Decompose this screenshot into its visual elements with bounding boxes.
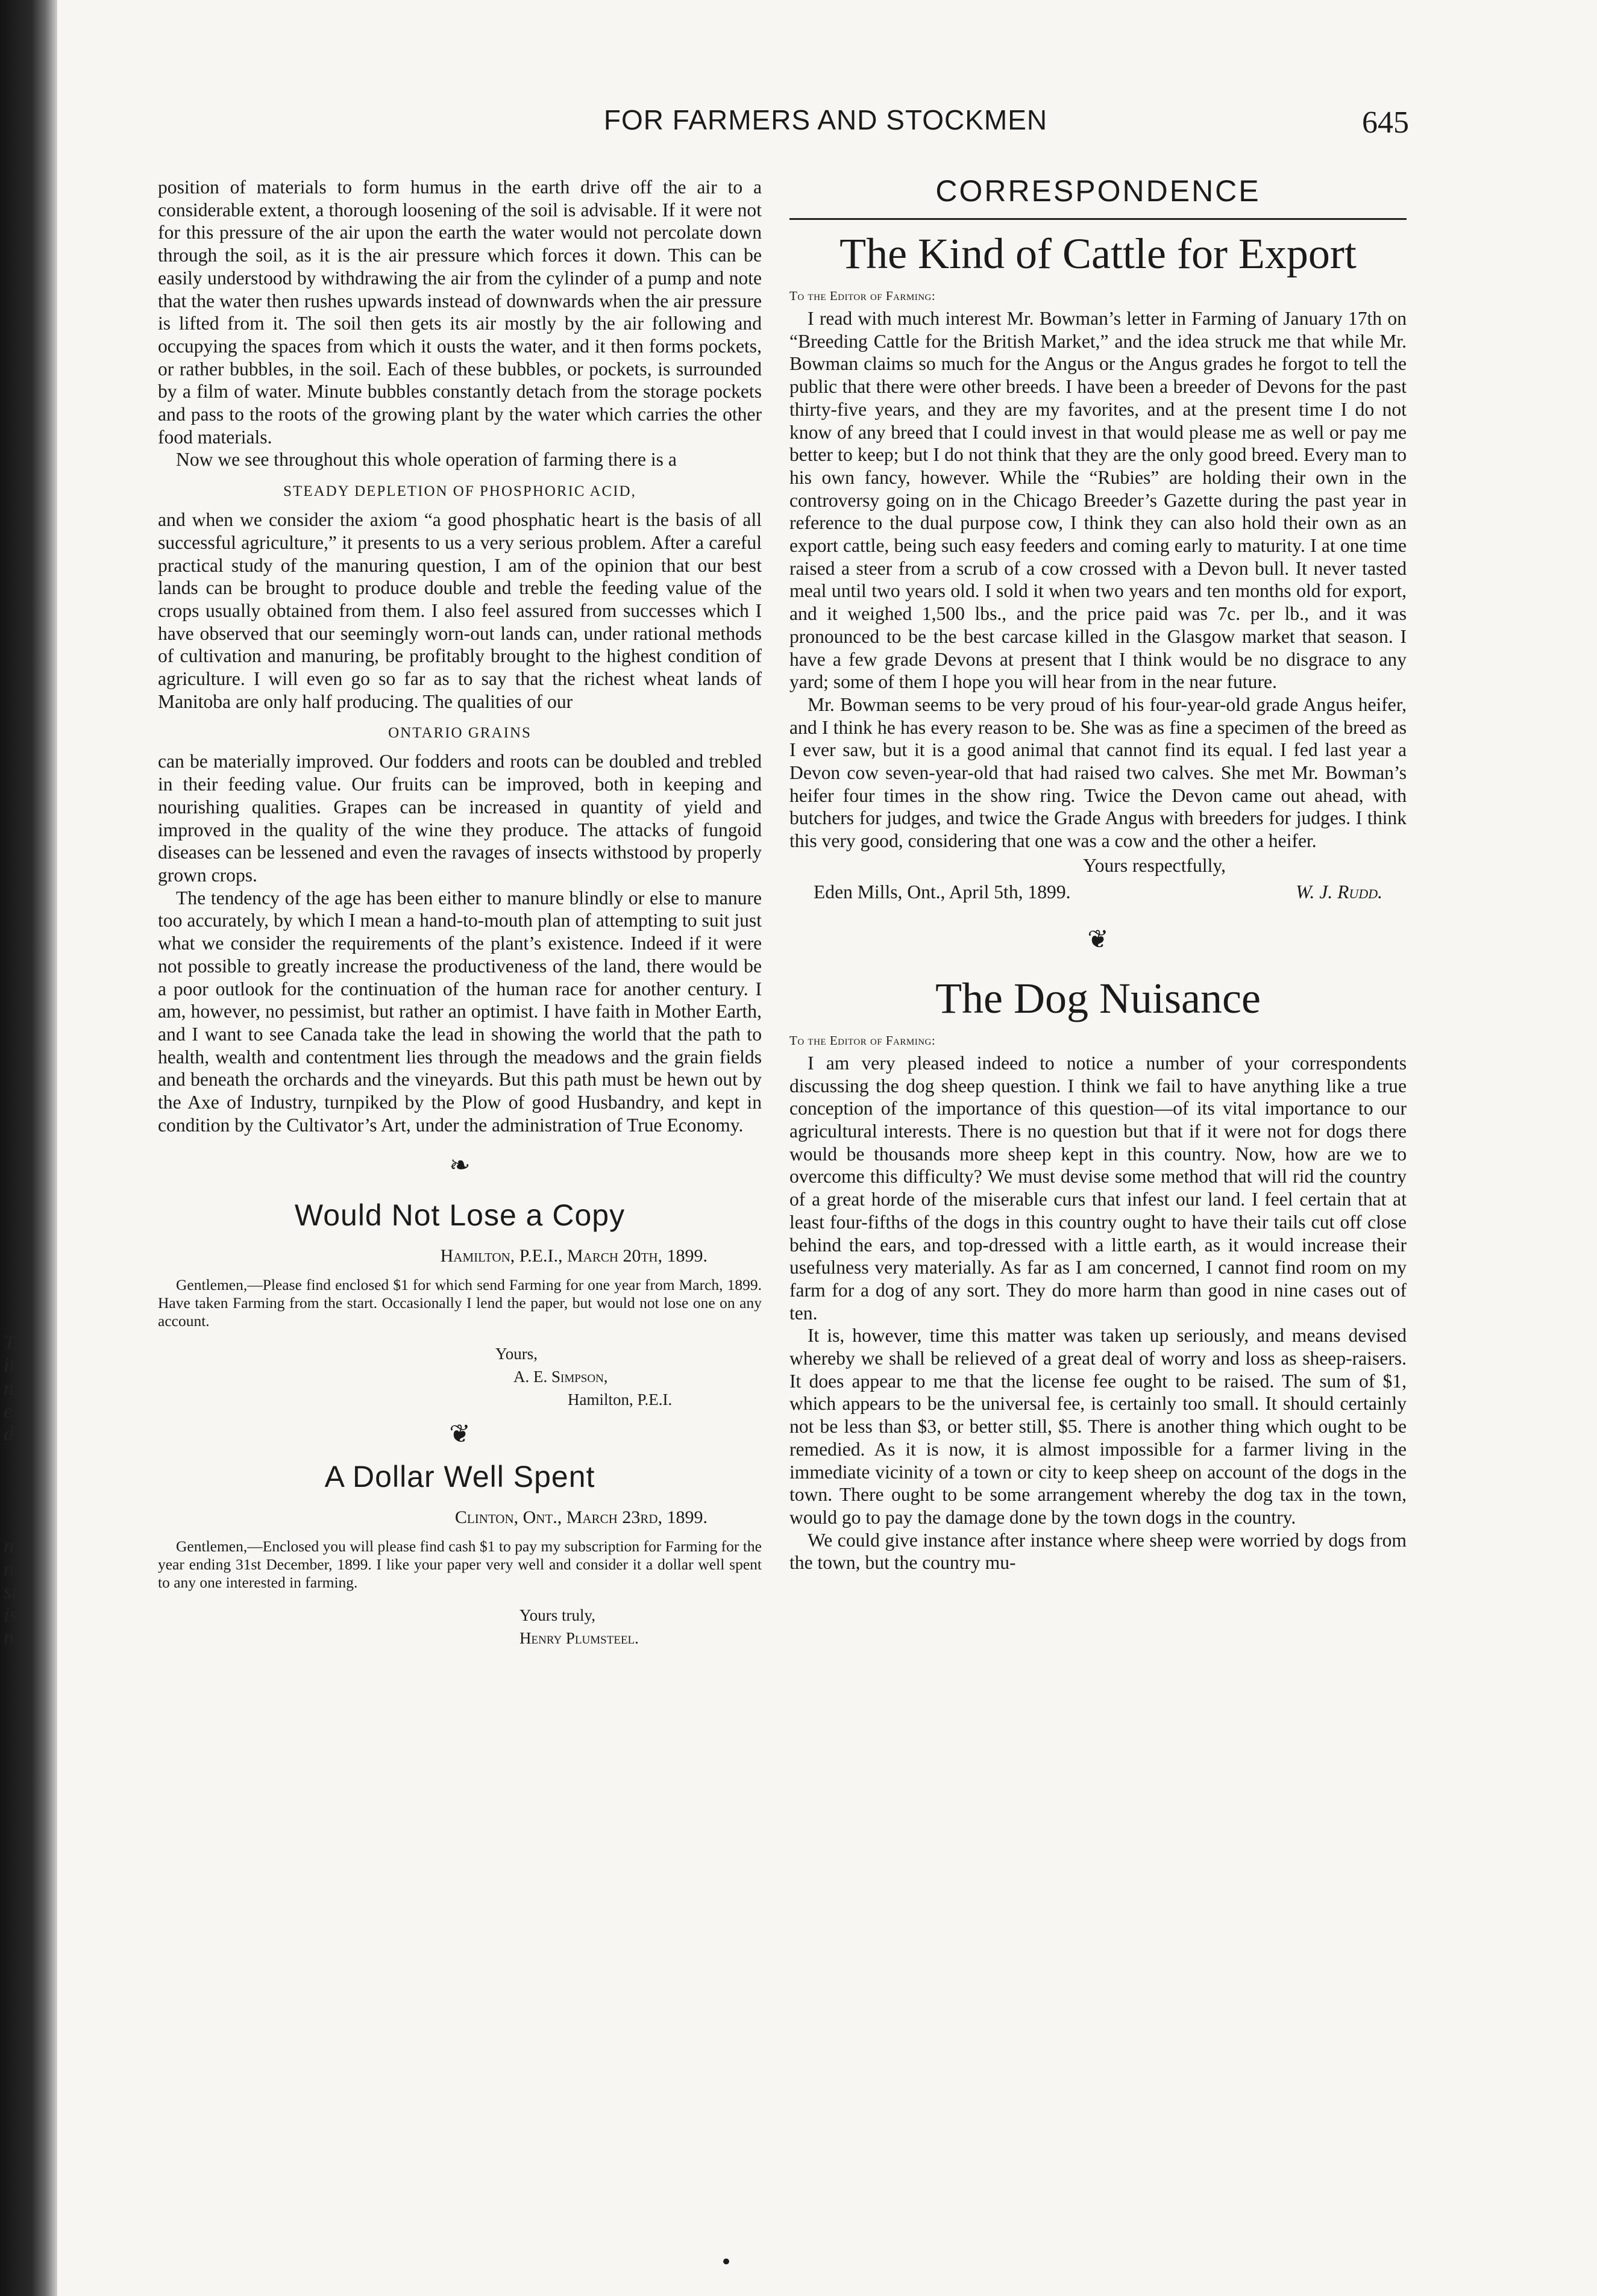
dateline: Clinton, Ont., March 23rd, 1899. [454, 1507, 708, 1528]
ornament-icon: ❦ [449, 1421, 471, 1449]
margin-fragment: is [4, 1604, 17, 1626]
paragraph: I read with much interest Mr. Bowman’s letter in Farming of January 17th on “Breeding Cattle for the British Market,” and the idea struck me that while Mr. Bowman claims so much for the Angus or the Angus grades he forgot to tell the public that there were other breeds. I have been a breeder of Devons for the past thirty-five years, and they are my favorites, and at the present time I do not know of any breed that I could invest in that would please me as well or pay me better to keep; but I do not think that they are the only good breed. Every man to his own fancy, however. While the “Rubies” are holding their own in the controversy going on in the Chicago Breeder’s Gazette during the past year in reference to the dual purpose cow, I think they can also hold their own as an export cattle, being such easy feeders and coming early to maturity. I at one time raised a steer from a scrub of a cow crossed with a Devon bull. It never tasted meal until two years old. I sold it when two years and ten months old for export, and it weighed 1,500 lbs., and the price paid was 7c. per lb., and it was pronounced to be the best carcase killed in the Glasgow market that season. I have a few grade Devons at present that I think would be no disgrace to any yard; some of them I hope you will hear from in the near future. [789, 308, 1407, 693]
paragraph: can be materially improved. Our fodders and roots can be doubled and trebled in their feeding value. Our fruits can be improved, both in keeping and nourishing qualities. Grapes can be increased in quantity of yield and improved in the quality of the wine they produce. The attacks of fungoid diseases can be lessened and even the ravages of insects withstood by properly grown crops. [158, 751, 762, 886]
signer: A. E. Simpson, [513, 1368, 608, 1386]
margin-fragment: T [4, 1331, 15, 1354]
paragraph: The tendency of the age has been either to manure blindly or else to manure too accurately, by which I mean a hand-to-mouth plan of attempting to suit just what we consider the requirements of the plant’s existence. Indeed if it were not possible to greatly increase the productiveness of the land, there would be a poor outlook for the continuation of the human race for another century. I am, however, no pessimist, but rather an optimist. I have faith in Mother Earth, and I want to see Canada take the lead in showing the world that the path to health, wealth and contentment lies through the meadows and the grain fields and beneath the orchards and the vineyards. But this path must be hewn out by the Axe of Industry, turnpiked by the Plow of good Husbandry, and kept in condition by the Cultivator’s Art, under the administration of True Economy. [158, 887, 762, 1136]
margin-fragment: n- [4, 1627, 21, 1649]
paragraph: Now we see throughout this whole operation of farming there is a [176, 449, 677, 471]
right-column [789, 176, 1407, 1574]
ornament-icon: ❦ [1087, 925, 1109, 954]
dateline: Hamilton, P.E.I., March 20th, 1899. [440, 1246, 708, 1266]
editor-line: To the Editor of Farming: [789, 289, 936, 303]
section-heading: CORRESPONDENCE [935, 174, 1261, 208]
page-number: 645 [1362, 105, 1409, 140]
left-column [158, 176, 762, 1650]
letter-body [158, 1276, 762, 1330]
signature-line [789, 881, 1407, 903]
margin-fragment: n [4, 1377, 14, 1400]
margin-fragment: e [4, 1400, 13, 1422]
paragraph: Mr. Bowman seems to be very proud of his four-year-old grade Angus heifer, and I think he has every reason to be. She was as fine a specimen of the breed as I ever saw, but it is a good animal that cannot find its equal. I fed last year a Devon cow seven-year-old that had raised two calves. She met Mr. Bowman’s heifer four times in the show ring. Twice the Devon came out ahead, with butchers for judges, and twice the Grade Angus with breeders for judges. I think this very good, considering that one was a cow and the other a heifer. [789, 693, 1407, 852]
article-title: The Kind of Cattle for Export [839, 230, 1357, 278]
signer: W. J. Rudd. [1296, 881, 1382, 902]
closing: Yours truly, [519, 1606, 596, 1625]
footer-mark: • [720, 2250, 733, 2274]
letter-body [158, 1537, 762, 1592]
article-title: The Dog Nuisance [935, 974, 1261, 1022]
editor-line: To the Editor of Farming: [789, 1033, 936, 1048]
signature-block [158, 1342, 762, 1411]
subheading: STEADY DEPLETION OF PHOSPHORIC ACID, [283, 483, 636, 500]
subheading: ONTARIO GRAINS [388, 725, 532, 742]
divider [789, 218, 1407, 220]
signature-block [158, 1604, 762, 1650]
article-title: Would Not Lose a Copy [294, 1198, 626, 1233]
margin-fragment: n [4, 1558, 14, 1580]
margin-fragment: d [4, 1423, 14, 1445]
paragraph: We could give instance after instance where sheep were worried by dogs from the town, but the country mu- [789, 1529, 1407, 1574]
signer-place: Eden Mills, Ont., April 5th, 1899. [814, 881, 1071, 902]
article-title: A Dollar Well Spent [324, 1460, 595, 1494]
paragraph: Gentlemen,—Please find enclosed $1 for which send Farming for one year from March, 1899. Have taken Farming from the start. Occasionally I lend the paper, but would not lose one on any account. [158, 1276, 762, 1330]
paragraph: position of materials to form humus in the earth drive off the air to a considerable extent, a thorough loosening of the soil is advisable. If it were not for this pressure of the air upon the earth the water would not percolate down through the soil, as it is the air pressure which forces it down. This can be easily understood by withdrawing the air from the cylinder of a pump and note that the water then rushes upwards instead of downwards when the air pressure is lifted from it. The soil then gets its air mostly by the air following and occupying the spaces from which it ousts the water, and it then forms pockets, or rather bubbles, in the soil. Each of these bubbles, or pockets, is surrounded by a film of water. Minute bubbles constantly detach from the storage pockets and pass to the roots of the growing plant by the water which carries the other food materials. [158, 177, 762, 448]
paragraph: and when we consider the axiom “a good phosphatic heart is the basis of all successful agriculture,” it presents to us a very serious problem. After a careful practical study of the manuring question, I am of the opinion that our best lands can be brought to produce double and treble the feeding value of the crops usually obtained from them. I also feel assured from successes which I have observed that our seemingly worn-out lands can, under rational methods of cultivation and manuring, be profitably brought to the highest condition of agriculture. I will even go so far as to say that the richest wheat lands of Manitoba are only half producing. The qualities of our [158, 509, 762, 712]
paragraph: Gentlemen,—Enclosed you will please find cash $1 to pay my subscription for Farming for the year ending 31st December, 1899. I like your paper very well and consider it a dollar well spent to any one interested in farming. [158, 1537, 762, 1592]
book-binding-edge [0, 0, 57, 2296]
paragraph: It is, however, time this matter was taken up seriously, and means devised whereby we shall be relieved of a great deal of worry and loss as sheep-raisers. It does appear to me that the license fee ought to be raised. The sum of $1, which appears to be the universal fee, is certainly too small. It should certainly not be less than $3, or better still, $5. There is another thing which ought to be remedied. As it is now, it is almost impossible for a farmer living in the immediate vicinity of a town or city to keep sheep on account of the dogs in the town. There ought to be some arrangement whereby the dog tax in the town, would go to pay the damage done by the town dogs in the country. [789, 1325, 1407, 1528]
margin-fragment: it [4, 1354, 15, 1377]
ornament-icon: ❧ [449, 1152, 471, 1180]
signer: Henry Plumsteel. [519, 1629, 639, 1648]
margin-fragment: st [4, 1581, 17, 1603]
margin-fragment: n [4, 1535, 14, 1557]
signer-place: Hamilton, P.E.I. [568, 1390, 673, 1409]
running-header: FOR FARMERS AND STOCKMEN [603, 104, 1048, 136]
paragraph: I am very pleased indeed to notice a number of your correspondents discussing the dog sheep question. I think we fail to have anything like a true conception of the importance of this question—of its vital importance to our agricultural interests. There is no question but that if it were not for dogs there would be thousands more sheep kept in this country. Now, how are we to overcome this difficulty? We must devise some method that will rid the country of a great horde of the miserable curs that infest our land. I feel certain that at least four-fifths of the dogs in this country ought to have their tails cut off close behind the ears, and top-dressed with a little earth, as it would increase their usefulness very materially. As far as I am concerned, I cannot find room on my farm for a dog of any sort. They do more harm than good in nine cases out of ten. [789, 1052, 1407, 1324]
closing: Yours, [495, 1345, 538, 1363]
closing: Yours respectfully, [1083, 854, 1226, 876]
